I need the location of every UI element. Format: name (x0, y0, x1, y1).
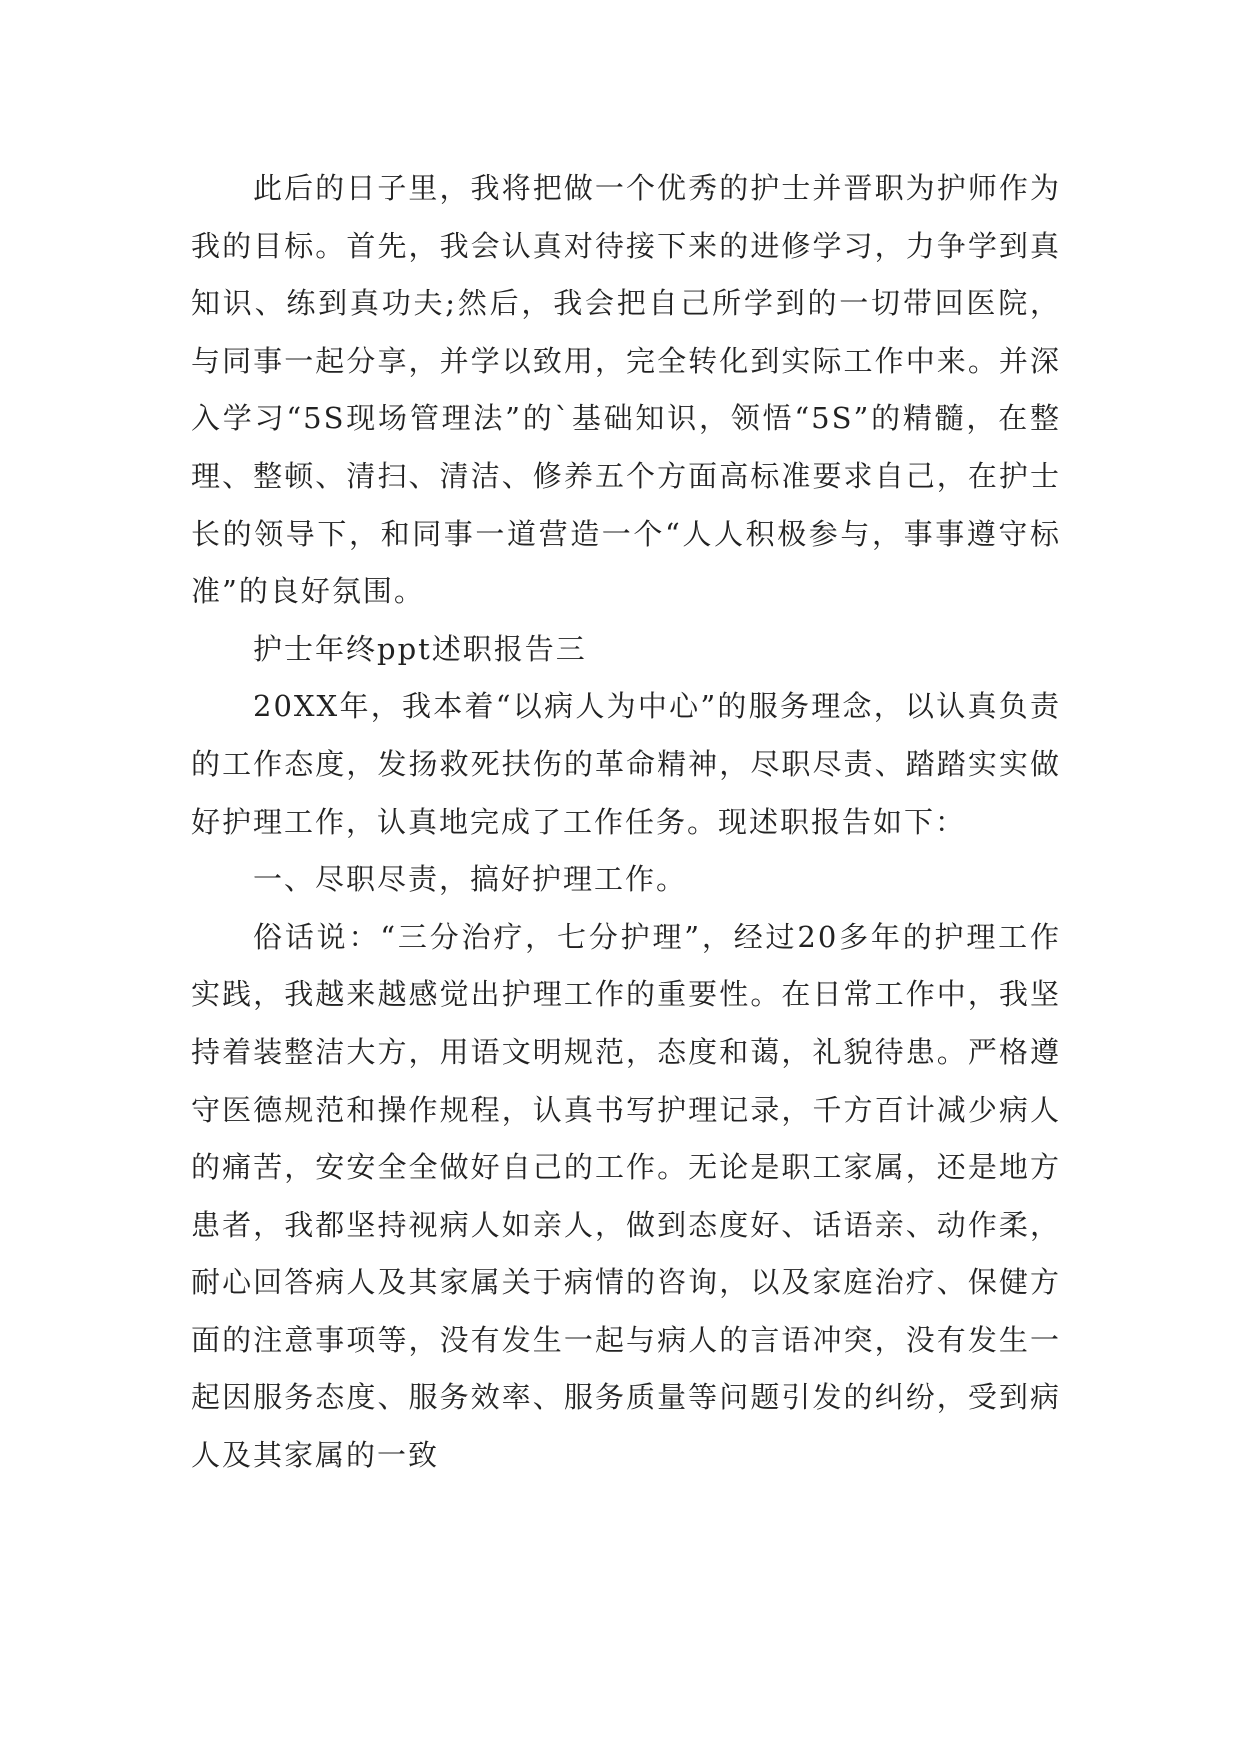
section-heading-report-three: 护士年终ppt述职报告三 (253, 631, 587, 666)
subheading-duties: 一、尽职尽责，搞好护理工作。 (253, 862, 688, 897)
paragraph-goals: 此后的日子里，我将把做一个优秀的护士并晋职为护师作为我的目标。首先，我会认真对待接下来的进修学习，力争学到真知识、练到真功夫;然后，我会把自己所学到的一切带回医院，与同事一起分享，并学以致用，完全转化到实际工作中来。并深入学习“5S现场管理法”的`基础知识，领悟“5S”的精髓，在整理、整顿、清扫、清洁、修养五个方面高标准要求自己，在护士长的领导下，和同事一道营造一个“人人积极参与，事事遵守标准”的良好氛围。 (191, 171, 1061, 609)
document-body (191, 160, 1061, 1485)
paragraph-intro: 20XX年，我本着“以病人为中心”的服务理念，以认真负责的工作态度，发扬救死扶伤的革命精神，尽职尽责、踏踏实实做好护理工作，认真地完成了工作任务。现述职报告如下： (191, 689, 1061, 839)
paragraph-nursing-practice: 俗话说：“三分治疗，七分护理”，经过20多年的护理工作实践，我越来越感觉出护理工作的重要性。在日常工作中，我坚持着装整洁大方，用语文明规范，态度和蔼，礼貌待患。严格遵守医德规范和操作规程，认真书写护理记录，千方百计减少病人的痛苦，安安全全做好自己的工作。无论是职工家属，还是地方患者，我都坚持视病人如亲人，做到态度好、话语亲、动作柔，耐心回答病人及其家属关于病情的咨询，以及家庭治疗、保健方面的注意事项等，没有发生一起与病人的言语冲突，没有发生一起因服务态度、服务效率、服务质量等问题引发的纠纷，受到病人及其家属的一致 (191, 919, 1061, 1473)
